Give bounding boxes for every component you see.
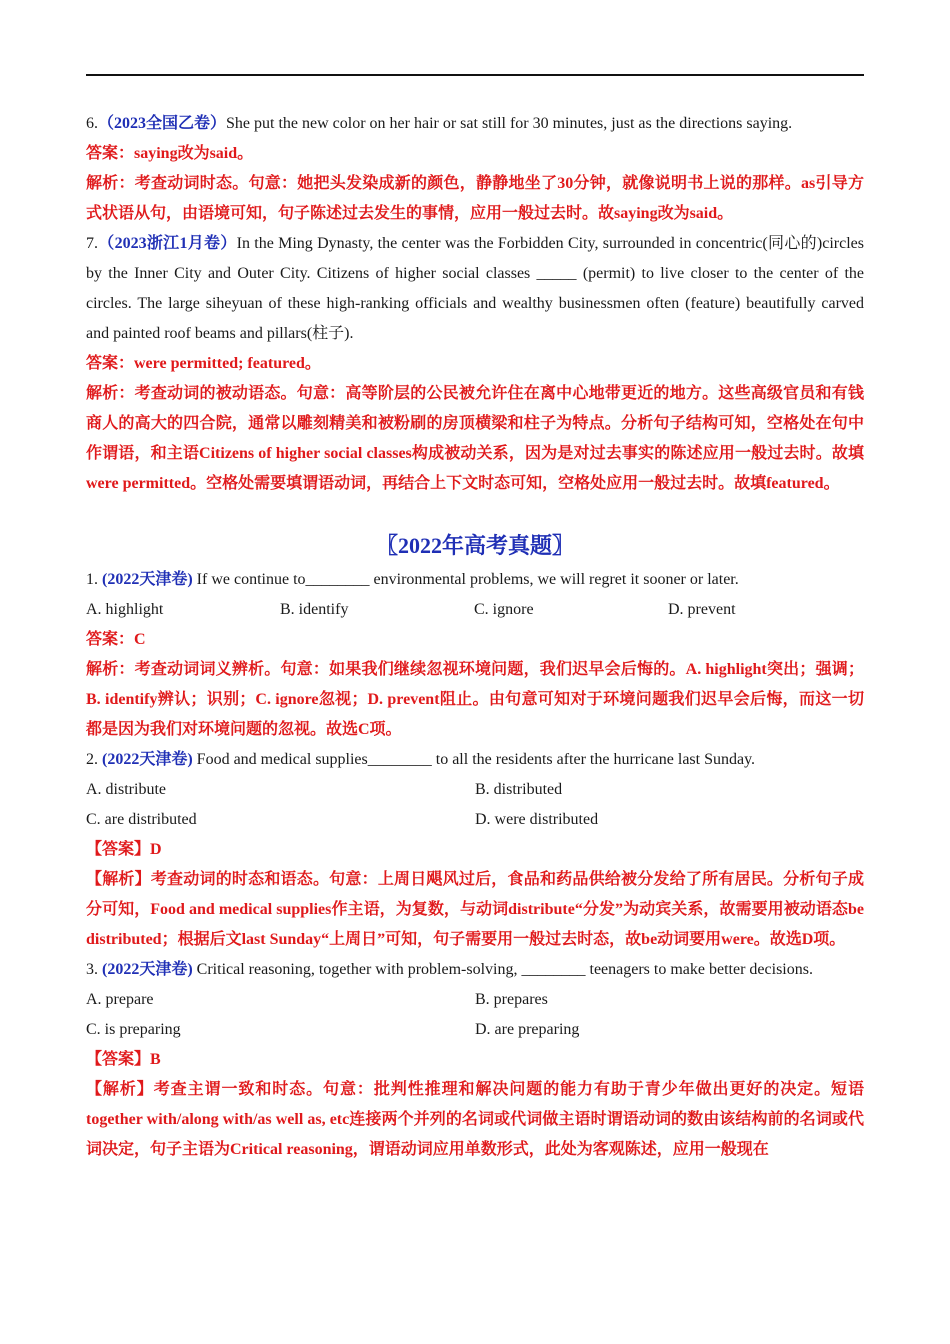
option-a: A. distribute [86,781,166,798]
option-c: C. ignore [474,601,534,618]
section-title: 〖2022年高考真题〗 [375,533,574,558]
question-source: （2023浙江1月卷） [98,235,237,252]
question-number: 3. [86,961,98,978]
question-source: (2022天津卷) [102,961,193,978]
question-body: She put the new color on her hair or sat still for 30 minutes, just as the directions saying. [226,115,793,132]
explanation: 解析：考查动词词义辨析。句意：如果我们继续忽视环境问题，我们迟早会后悔的。A. highlight突出；强调；B. identify辨认；识别；C. ignore忽视；D. prevent阻止。由句意可知对于环境问题我们迟早会后悔，而这一切都是因为我们对环境问题的忽视。故选C项。 [86,661,864,738]
option-d: D. were distributed [475,811,599,828]
options [86,595,864,625]
options [86,775,864,835]
question-source: (2022天津卷) [102,751,193,768]
question-source: （2023全国乙卷） [98,115,227,132]
question-text [86,109,864,139]
question-number: 7. [86,235,98,252]
answer: 答案：were permitted; featured。 [86,355,321,372]
question-body: If we continue to________ environmental problems, we will regret it sooner or later. [196,571,739,588]
question-number: 2. [86,751,98,768]
explanation: 【解析】考查主谓一致和时态。句意：批判性推理和解决问题的能力有助于青少年做出更好的决定。短语together with/along with/as well as, etc连接两个并列的名词或代词做主语时谓语动词的数由该结构前的名词或代词决定，句子主语为Critical reasoning，谓语动词应用单数形式，此处为客观陈述，应用一般现在 [86,1081,864,1158]
document-body [86,109,864,1165]
explanation: 解析：考查动词时态。句意：她把头发染成新的颜色，静静地坐了30分钟，就像说明书上说的那样。as引导方式状语从句，由语境可知，句子陈述过去发生的事情，应用一般过去时。故saying改为said。 [86,175,864,222]
explanation: 【解析】考查动词的时态和语态。句意：上周日飓风过后，食品和药品供给被分发给了所有居民。分析句子成分可知，Food and medical supplies作主语，为复数，与动词distribute“分发”为动宾关系，故需要用被动语态be distributed；根据后文last Sunday“上周日”可知，句子需要用一般过去时态，故be动词要用were。故选D项。 [86,871,864,948]
question-2022-1 [86,565,864,745]
question-number: 1. [86,571,98,588]
answer: 【答案】B [86,1051,161,1068]
option-b: B. distributed [475,781,563,798]
answer: 答案：saying改为said。 [86,145,254,162]
question-7 [86,229,864,499]
answer: 【答案】D [86,841,162,858]
question-body: Food and medical supplies________ to all the residents after the hurricane last Sunday. [196,751,756,768]
question-2022-3 [86,955,864,1165]
question-text [86,565,864,595]
option-c: C. is preparing [86,1021,181,1038]
question-2022-2 [86,745,864,955]
option-d: D. are preparing [475,1021,580,1038]
question-text [86,229,864,349]
question-number: 6. [86,115,98,132]
option-a: A. prepare [86,991,154,1008]
answer: 答案：C [86,631,146,648]
options [86,985,864,1045]
option-a: A. highlight [86,601,164,618]
option-d: D. prevent [668,601,736,618]
question-body: In the Ming Dynasty, the center was the Forbidden City, surrounded in concentric(同心的)circles by the Inner City and Outer City. Citizens of higher social classes _____ (permit) to live closer to the center of the circles. The large siheyuan of these high-ranking officials and wealthy businessmen often (feature) beautifully carved and painted roof beams and pillars(柱子). [86,235,864,342]
option-b: B. identify [280,601,349,618]
header-rule [86,74,864,76]
question-text [86,745,864,775]
question-text [86,955,864,985]
option-b: B. prepares [475,991,548,1008]
option-c: C. are distributed [86,811,197,828]
question-body: Critical reasoning, together with problem-solving, ________ teenagers to make better decisions. [196,961,813,978]
question-source: (2022天津卷) [102,571,193,588]
question-6 [86,109,864,229]
explanation: 解析：考查动词的被动语态。句意：高等阶层的公民被允许住在离中心地带更近的地方。这些高级官员和有钱商人的高大的四合院，通常以雕刻精美和被粉刷的房顶横梁和柱子为特点。分析句子结构可知，空格处在句中作谓语，和主语Citizens of higher social classes构成被动关系，因为是对过去事实的陈述应用一般过去时。故填were permitted。空格处需要填谓语动词，再结合上下文时态可知，空格处应用一般过去时。故填featured。 [86,385,864,492]
